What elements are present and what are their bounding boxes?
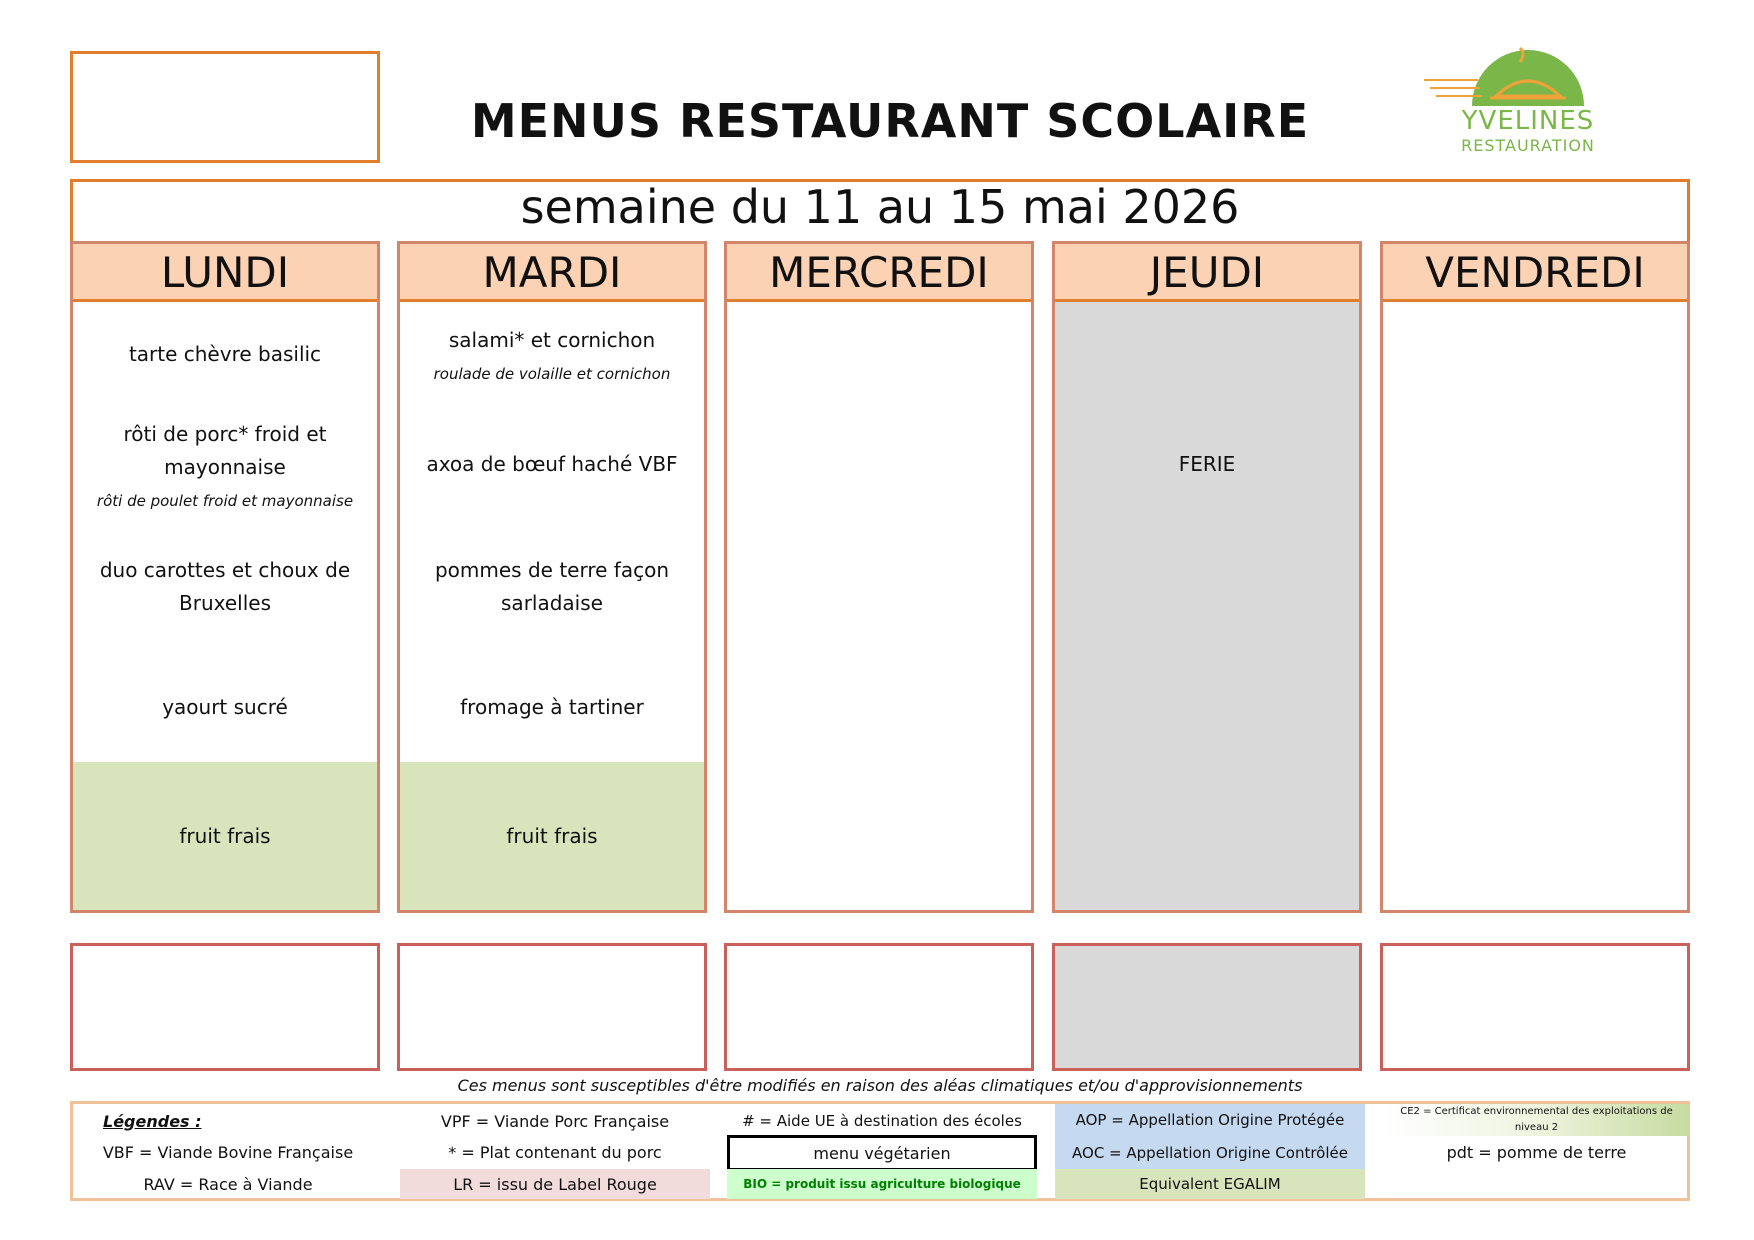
day-header-mardi: MARDI: [400, 244, 704, 302]
day-column-vendredi: [1380, 241, 1690, 913]
day-header-vendredi: VENDREDI: [1383, 244, 1687, 302]
ferie-background: [1055, 302, 1359, 910]
dish-text: tarte chèvre basilic: [128, 342, 322, 366]
legend-aoc: AOC = Appellation Origine Contrôlée: [1055, 1136, 1365, 1169]
day-header-jeudi: JEUDI: [1055, 244, 1359, 302]
bottom-box-mardi: [397, 943, 707, 1071]
dish-text: axoa de bœuf haché VBF: [426, 452, 678, 476]
legend-box: [70, 1101, 1690, 1201]
legend-vpf: VPF = Viande Porc Française: [440, 1111, 670, 1131]
legend-pdt: pdt = pomme de terre: [1446, 1143, 1627, 1162]
day-header-lundi: LUNDI: [73, 244, 377, 302]
menu-entree: [400, 302, 704, 407]
ferie-label-cell: [1055, 407, 1359, 522]
dish-text: rôti de porc* froid et mayonnaise: [123, 421, 327, 479]
dish-text: fromage à tartiner: [460, 694, 644, 719]
legend-rav: RAV = Race à Viande: [143, 1174, 313, 1194]
bottom-box-mercredi: [724, 943, 1034, 1071]
legend-ce2: CE2 = Certificat environnemental des exploitations de niveau 2: [1383, 1104, 1690, 1136]
dish-text: pommes de terre façon sarladaise: [434, 558, 669, 615]
legend-egalim: Equivalent EGALIM: [1055, 1169, 1365, 1199]
menu-laitage: [73, 652, 377, 762]
dish-text: salami* et cornichon: [448, 328, 656, 352]
menu-accompagnement: [400, 522, 704, 652]
day-column-lundi: [70, 241, 380, 913]
yvelines-logo: [1420, 44, 1620, 164]
week-label: semaine du 11 au 15 mai 2026: [520, 180, 1240, 234]
legend-lr: LR = issu de Label Rouge: [400, 1169, 710, 1199]
menu-dessert: [73, 762, 377, 910]
legend-porc: * = Plat contenant du porc: [448, 1143, 662, 1162]
disclaimer-note: Ces menus sont susceptibles d'être modifiés en raison des aléas climatiques et/ou d'approvisionnements: [457, 1076, 1303, 1095]
menu-dessert: [400, 762, 704, 910]
dish-alternative: rôti de poulet froid et mayonnaise: [96, 491, 354, 510]
bottom-box-jeudi: [1052, 943, 1362, 1071]
dish-alternative: roulade de volaille et cornichon: [433, 365, 671, 383]
day-column-mercredi: [724, 241, 1034, 913]
legend-aide-ue: # = Aide UE à destination des écoles: [742, 1112, 1022, 1130]
menu-plat: [400, 407, 704, 522]
legend-bio: BIO = produit issu agriculture biologique: [727, 1169, 1037, 1199]
day-header-mercredi: MERCREDI: [727, 244, 1031, 302]
top-left-box: [70, 51, 380, 163]
logo-icon: [1420, 44, 1620, 114]
dish-text: fruit frais: [179, 823, 271, 848]
menu-accompagnement: [73, 522, 377, 652]
dish-text: yaourt sucré: [162, 694, 288, 719]
menu-entree: [73, 302, 377, 407]
bottom-box-vendredi: [1380, 943, 1690, 1071]
menu-laitage: [400, 652, 704, 762]
page-title: MENUS RESTAURANT SCOLAIRE: [470, 94, 1310, 148]
dish-text: duo carottes et choux de Bruxelles: [99, 558, 351, 615]
legend-vbf: VBF = Viande Bovine Française: [102, 1143, 354, 1162]
dish-text: fruit frais: [506, 823, 598, 848]
logo-text-restauration: RESTAURATION: [1461, 136, 1595, 155]
logo-text-yvelines: YVELINES: [1461, 106, 1595, 136]
legend-title: Légendes :: [103, 1111, 202, 1131]
menu-plat: [73, 407, 377, 522]
day-column-mardi: [397, 241, 707, 913]
ferie-label: FERIE: [1178, 452, 1236, 476]
day-column-jeudi: [1052, 241, 1362, 913]
bottom-box-lundi: [70, 943, 380, 1071]
legend-aop: AOP = Appellation Origine Protégée: [1055, 1104, 1365, 1136]
legend-vegetarien: menu végétarien: [727, 1135, 1037, 1171]
